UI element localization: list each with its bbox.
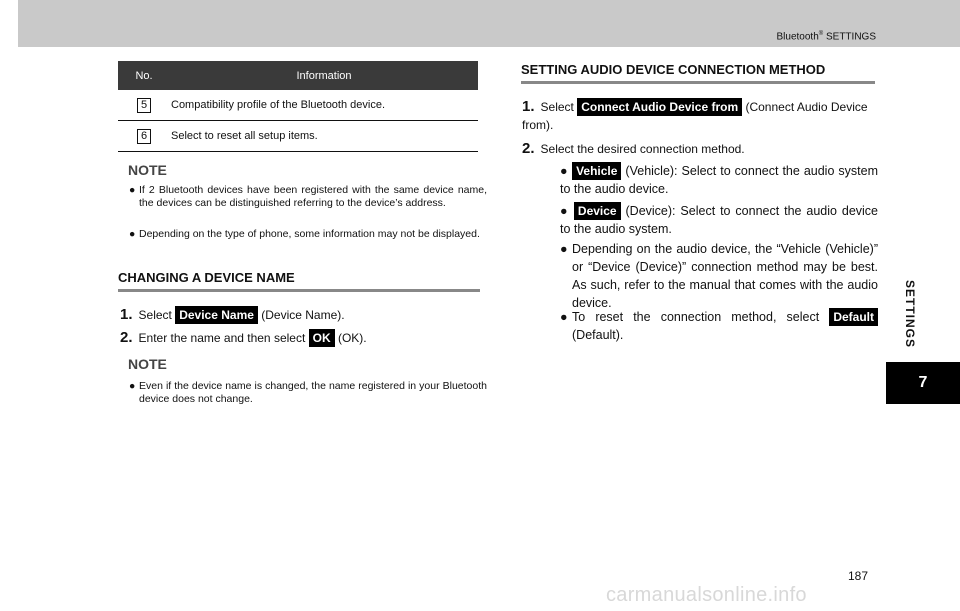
option-item: ● Device (Device): Select to connect the audio device to the audio system.	[560, 204, 879, 236]
device-name-button[interactable]: Device Name	[175, 306, 258, 324]
note-item: ● Depending on the type of phone, some information may not be displayed.	[129, 228, 480, 240]
column-header-no: No.	[118, 61, 170, 90]
bullet-icon: ●	[129, 228, 136, 240]
page-number: 187	[848, 569, 869, 583]
table-cell: Select to reset all setup items.	[170, 121, 478, 152]
step: 1. Select Device Name (Device Name).	[120, 306, 345, 323]
vehicle-button[interactable]: Vehicle	[572, 162, 621, 180]
option-item: ● Vehicle (Vehicle): Select to connect the audio system to the audio device.	[560, 164, 878, 196]
step: 2. Enter the name and then select OK (OK).	[120, 329, 367, 346]
option-item: ● Depending on the audio device, the “Vehicle (Vehicle)” or “Device (Device)” connection method may be best. As such, refer to the manual that comes with the audio device.	[560, 242, 878, 310]
column-header-information: Information	[170, 61, 478, 90]
note-heading: NOTE	[128, 356, 167, 372]
option-item: ● To reset the connection method, select Default (Default).	[560, 308, 878, 344]
item-number-box: 6	[137, 129, 151, 144]
table-header-row	[118, 61, 478, 90]
watermark: carmanualsonline.info	[606, 584, 807, 606]
note-item: ● Even if the device name is changed, the name registered in your Bluetooth device does not change.	[129, 380, 487, 405]
bullet-icon: ●	[560, 310, 568, 324]
section-heading: CHANGING A DEVICE NAME	[118, 270, 480, 292]
info-table	[118, 61, 478, 152]
bullet-icon: ●	[560, 242, 568, 256]
step: 2. Select the desired connection method.	[522, 140, 745, 157]
note-item: ● If 2 Bluetooth devices have been registered with the same device name, the devices can be distinguished referring to the device’s address.	[129, 184, 487, 209]
bullet-icon: ●	[129, 380, 136, 392]
device-button[interactable]: Device	[574, 202, 621, 220]
ok-button[interactable]: OK	[309, 329, 335, 347]
table-row	[118, 121, 478, 152]
connect-audio-device-from-button[interactable]: Connect Audio Device from	[577, 98, 742, 116]
side-tab-label: SETTINGS	[903, 280, 917, 349]
chapter-tab: 7	[886, 362, 960, 404]
section-heading: SETTING AUDIO DEVICE CONNECTION METHOD	[521, 62, 875, 84]
note-heading: NOTE	[128, 162, 167, 178]
default-button[interactable]: Default	[829, 308, 878, 326]
table-row	[118, 90, 478, 121]
table-cell: Compatibility profile of the Bluetooth device.	[170, 90, 478, 121]
running-header: Bluetooth® SETTINGS	[776, 31, 876, 43]
item-number-box: 5	[137, 98, 151, 113]
bullet-icon: ●	[129, 184, 136, 196]
step: 1. Select Connect Audio Device from (Connect Audio Device from).	[522, 98, 868, 132]
